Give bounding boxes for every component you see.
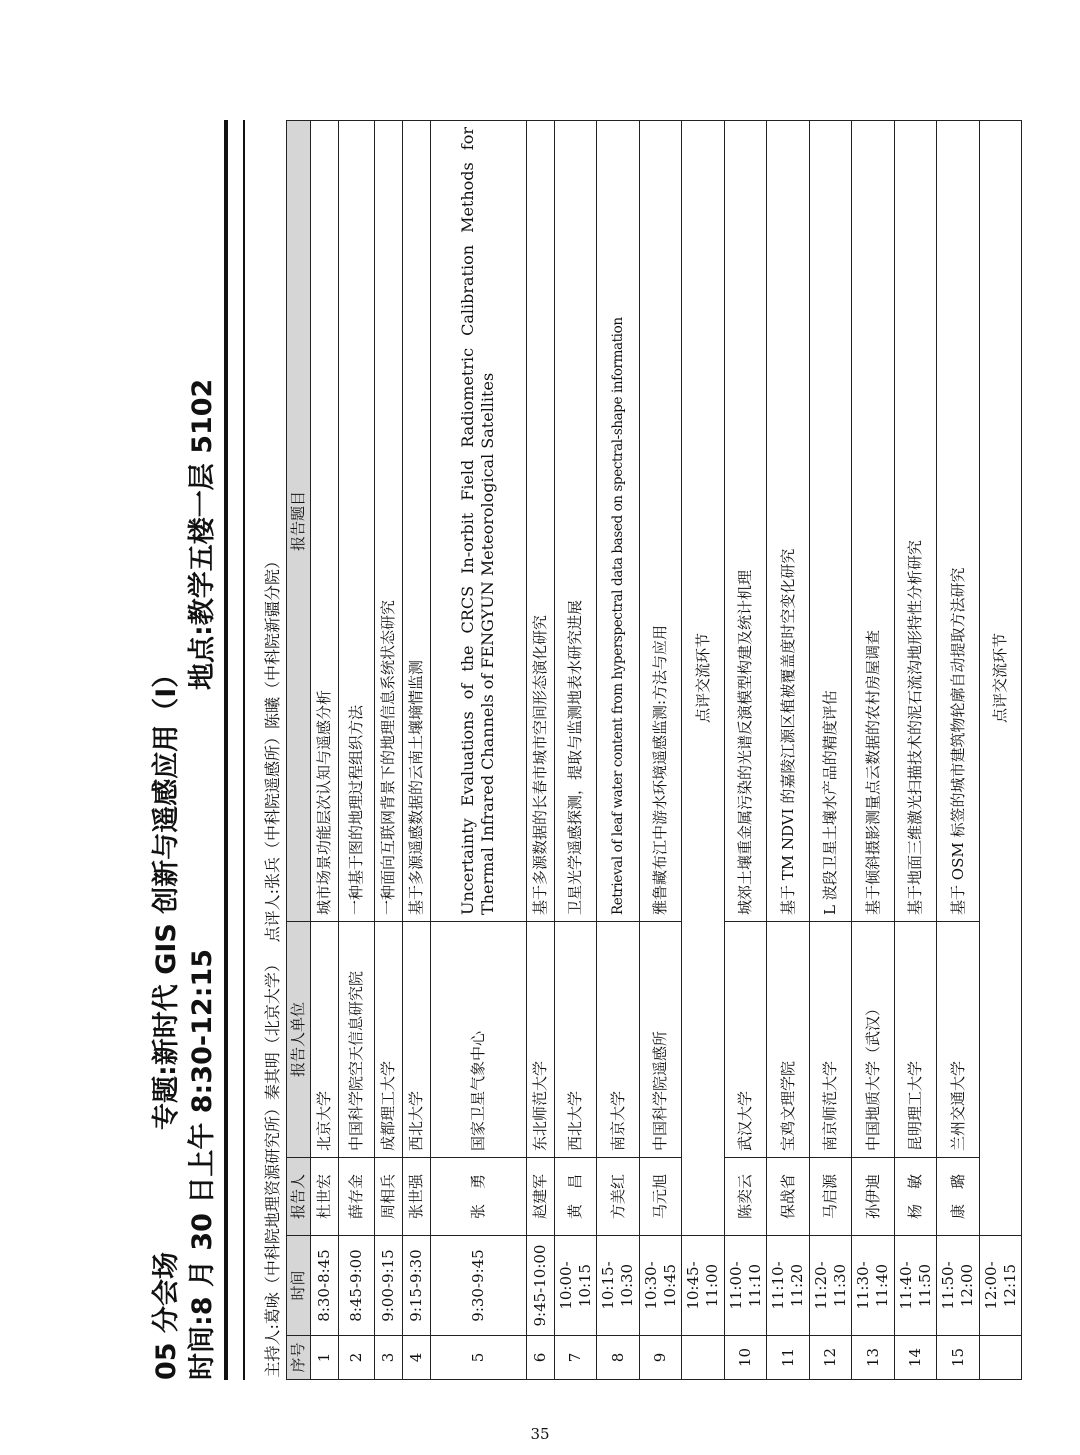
row-org: 国家卫星气象中心 (430, 922, 526, 1158)
row-org: 西北大学 (554, 922, 597, 1158)
row-title: L 波段卫星土壤水产品的精度评估 (809, 121, 852, 922)
row-time: 9:30-9:45 (430, 1236, 526, 1336)
row-title: Retrieval of leaf water content from hyperspectral data based on spectral-shape information (597, 121, 640, 922)
row-speaker: 黄 昌 (554, 1158, 597, 1236)
row-org: 中国科学院遥感所 (639, 922, 682, 1158)
session-time: 时间:8 月 30 日上午 8:30-12:15 (187, 948, 218, 1380)
row-title: 雅鲁藏布江中游水环境遥感监测:方法与应用 (639, 121, 682, 922)
row-speaker: 马启源 (809, 1158, 852, 1236)
table-row (597, 121, 640, 1380)
table-row (639, 121, 682, 1380)
row-no: 2 (338, 1336, 374, 1380)
row-time: 8:45-9:00 (338, 1236, 374, 1336)
row-time: 11:40-11:50 (894, 1236, 937, 1336)
header-org: 报告人单位 (287, 922, 311, 1158)
header-no: 序号 (287, 1336, 311, 1380)
row-no: 1 (310, 1336, 338, 1380)
row-speaker: 周相兵 (374, 1158, 402, 1236)
table-row (526, 121, 554, 1380)
header-speaker: 报告人 (287, 1158, 311, 1236)
row-org: 兰州交通大学 (937, 922, 980, 1158)
table-row (852, 121, 895, 1380)
row-title: 基于 TM NDVI 的嘉陵江源区植被覆盖度时空变化研究 (767, 121, 810, 922)
row-org: 中国地质大学（武汉） (852, 922, 895, 1158)
hosts-row (260, 121, 287, 1380)
row-speaker: 方美红 (597, 1158, 640, 1236)
row-speaker: 保战省 (767, 1158, 810, 1236)
row-no: 6 (526, 1336, 554, 1380)
row-speaker: 杜世宏 (310, 1158, 338, 1236)
row-speaker: 张世强 (402, 1158, 430, 1236)
row-title: 基于地面三维激光扫描技术的泥石流沟地形特性分析研究 (894, 121, 937, 922)
row-speaker: 陈奕云 (724, 1158, 767, 1236)
row-no (682, 1336, 725, 1380)
row-speaker: 杨 敏 (894, 1158, 937, 1236)
row-time: 11:50-12:00 (937, 1236, 980, 1336)
table-row (310, 121, 338, 1380)
row-no: 10 (724, 1336, 767, 1380)
row-no: 11 (767, 1336, 810, 1380)
rotated-page-content (140, 120, 1019, 1380)
row-no: 8 (597, 1336, 640, 1380)
row-title: 基于多源数据的长春市城市空间形态演化研究 (526, 121, 554, 922)
table-row (338, 121, 374, 1380)
row-org: 成都理工大学 (374, 922, 402, 1158)
row-no: 3 (374, 1336, 402, 1380)
table-row (767, 121, 810, 1380)
page-number: 35 (530, 1425, 550, 1443)
row-org: 中国科学院空天信息研究院 (338, 922, 374, 1158)
break-label: 点评交流环节 (979, 121, 1022, 1236)
row-speaker: 赵建军 (526, 1158, 554, 1236)
row-org: 西北大学 (402, 922, 430, 1158)
break-label: 点评交流环节 (682, 121, 725, 1236)
row-speaker: 康 璐 (937, 1158, 980, 1236)
row-org: 武汉大学 (724, 922, 767, 1158)
session-place: 地点:教学五楼一层 5102 (187, 378, 218, 690)
row-org: 宝鸡文理学院 (767, 922, 810, 1158)
row-title: Uncertainty Evaluations of the CRCS In-orbit Field Radiometric Calibration Methods for Thermal Infrared Channels of FENGYUN Meteorological Satellites (430, 121, 526, 922)
row-time: 11:30-11:40 (852, 1236, 895, 1336)
row-no (979, 1336, 1022, 1380)
session-label: 05 分会场 (151, 1252, 182, 1380)
row-no: 12 (809, 1336, 852, 1380)
row-time: 9:45-10:00 (526, 1236, 554, 1336)
table-row (809, 121, 852, 1380)
session-theme: 专题:新时代 GIS 创新与遥感应用（Ⅰ） (151, 660, 182, 1130)
row-org: 昆明理工大学 (894, 922, 937, 1158)
row-time: 9:00-9:15 (374, 1236, 402, 1336)
row-time: 8:30-8:45 (310, 1236, 338, 1336)
row-no: 7 (554, 1336, 597, 1380)
row-time: 9:15-9:30 (402, 1236, 430, 1336)
table-row (430, 121, 526, 1380)
table-row (937, 121, 980, 1380)
row-title: 一种基于图的地理过程组织方法 (338, 121, 374, 922)
row-title: 卫星光学遥感探测，提取与监测地表水研究进展 (554, 121, 597, 922)
row-time: 10:30-10:45 (639, 1236, 682, 1336)
row-time: 11:10-11:20 (767, 1236, 810, 1336)
table-row (374, 121, 402, 1380)
row-org: 南京师范大学 (809, 922, 852, 1158)
reviewers-text: 点评人:张兵（中科院遥感所）陈曦（中科院新疆分院） (263, 553, 282, 943)
row-speaker: 张 勇 (430, 1158, 526, 1236)
session-time-place (180, 120, 220, 1380)
row-time: 10:00-10:15 (554, 1236, 597, 1336)
table-header (287, 121, 311, 1380)
row-no: 4 (402, 1336, 430, 1380)
row-no: 14 (894, 1336, 937, 1380)
row-time: 12:00-12:15 (979, 1236, 1022, 1336)
row-speaker: 孙伊迪 (852, 1158, 895, 1236)
row-title: 基于倾斜摄影测量点云数据的农村房屋调查 (852, 121, 895, 922)
row-org: 南京大学 (597, 922, 640, 1158)
row-no: 15 (937, 1336, 980, 1380)
header-title: 报告题目 (287, 121, 311, 922)
row-org: 东北师范大学 (526, 922, 554, 1158)
row-no: 5 (430, 1336, 526, 1380)
schedule-table (260, 120, 1022, 1380)
header-time: 时间 (287, 1236, 311, 1336)
table-row (554, 121, 597, 1380)
table-row (894, 121, 937, 1380)
chairs-text: 主持人:葛咏（中科院地理资源研究所）秦其明（北京大学） (263, 956, 282, 1378)
row-speaker: 马元旭 (639, 1158, 682, 1236)
row-org: 北京大学 (310, 922, 338, 1158)
table-row (402, 121, 430, 1380)
heading-rule-thin (243, 120, 245, 1380)
row-time: 11:20-11:30 (809, 1236, 852, 1336)
row-title: 城郊土壤重金属污染的光谱反演模型构建及统计机理 (724, 121, 767, 922)
heading-rule (224, 120, 228, 1380)
break-row (979, 121, 1022, 1380)
table-row (724, 121, 767, 1380)
row-no: 13 (852, 1336, 895, 1380)
row-title: 基于 OSM 标签的城市建筑物轮廓自动提取方法研究 (937, 121, 980, 922)
row-time: 10:15-10:30 (597, 1236, 640, 1336)
row-no: 9 (639, 1336, 682, 1380)
break-row (682, 121, 725, 1380)
row-title: 基于多源遥感数据的云南土壤墒情监测 (402, 121, 430, 922)
session-heading (144, 120, 184, 1380)
row-title: 城市场景功能层次认知与遥感分析 (310, 121, 338, 922)
row-time: 10:45-11:00 (682, 1236, 725, 1336)
row-time: 11:00-11:10 (724, 1236, 767, 1336)
row-title: 一种面向互联网背景下的地理信息系统状态研究 (374, 121, 402, 922)
row-speaker: 薛存金 (338, 1158, 374, 1236)
